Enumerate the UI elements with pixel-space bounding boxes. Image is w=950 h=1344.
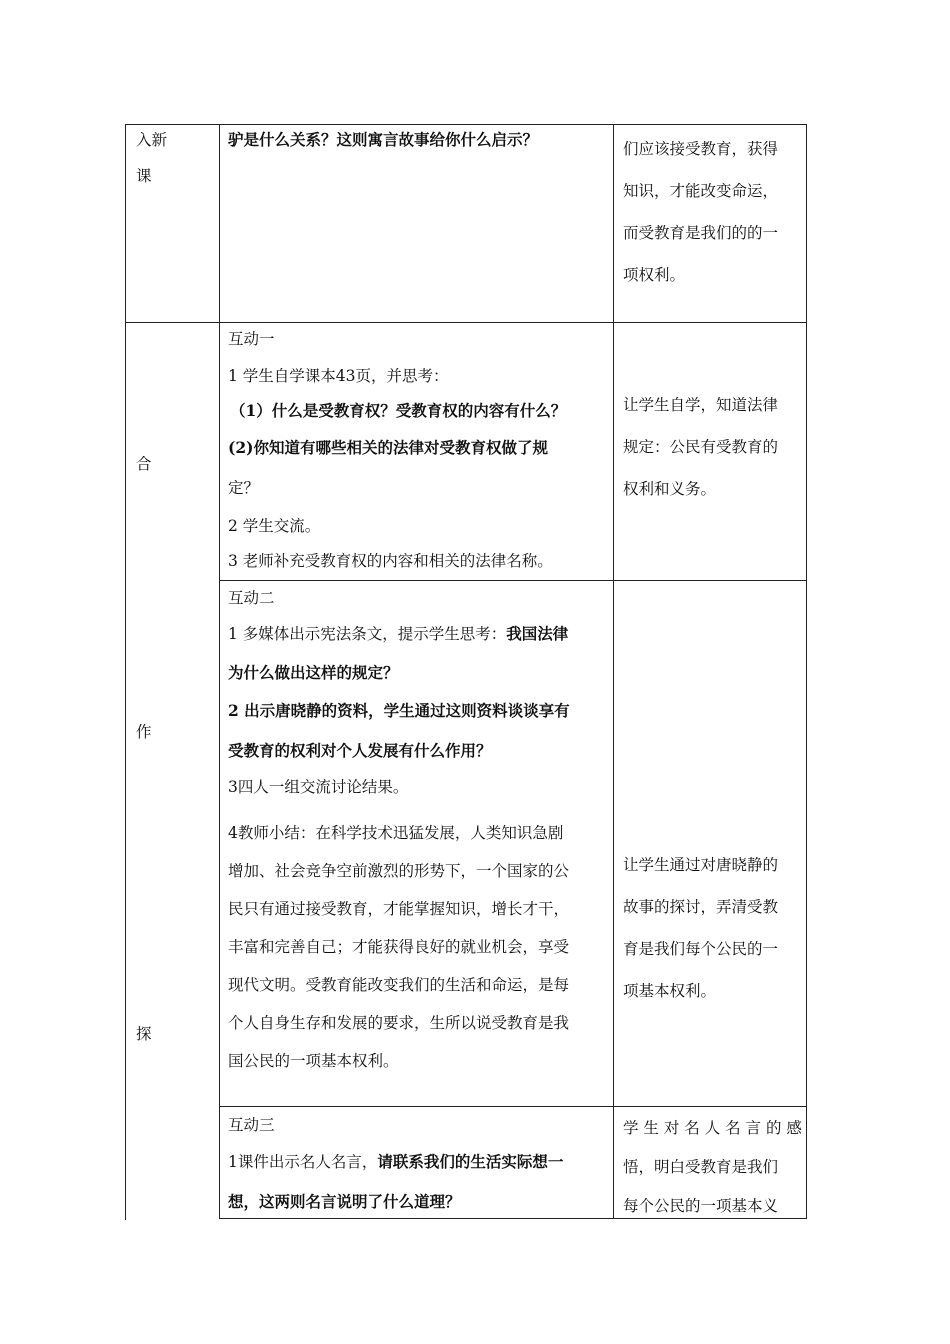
interaction3-note-line: 悟，明白受教育是我们 (623, 1158, 779, 1176)
intro-note-line: 而受教育是我们的的一 (623, 224, 779, 242)
interaction2-step4-line: 个人自身生存和发展的要求，生所以说受教育是我 (228, 1014, 570, 1032)
interaction1-q2-a: (2)你知道有哪些相关的法律对受教育权做了规 (228, 438, 548, 457)
label-zuo: 作 (136, 723, 152, 741)
table-border-top (125, 124, 806, 125)
table-rule-row1 (125, 322, 806, 323)
interaction1-q1: （1）什么是受教育权？受教育权的内容有什么？ (230, 401, 567, 420)
intro-note-line: 们应该接受教育，获得 (623, 140, 779, 158)
label-he: 合 (136, 455, 152, 473)
interaction2-step2-b: 受教育的权利对个人发展有什么作用？ (228, 741, 492, 760)
interaction3-step1-plain: 1课件出示名人名言， (228, 1153, 378, 1171)
interaction3-note-line: 每个公民的一项基本义 (623, 1197, 779, 1215)
interaction3-title: 互动三 (228, 1116, 275, 1134)
interaction2-note-line: 故事的探讨，弄清受教 (623, 898, 779, 916)
interaction3-step1-cont: 想，这两则名言说明了什么道理？ (228, 1192, 461, 1211)
interaction1-q2-b: 定？ (228, 479, 260, 497)
interaction1-step3: 3 老师补充受教育权的内容和相关的法律名称。 (228, 552, 553, 570)
label-intro-2: 课 (136, 167, 152, 185)
interaction2-step4 (228, 814, 569, 1080)
interaction3-note-line: 学 生 对 名 人 名 言 的 感 (623, 1119, 802, 1137)
interaction3-step1-bold: 请联系我们的生活实际想一 (377, 1152, 564, 1171)
interaction2-step4-line: 4教师小结：在科学技术迅猛发展，人类知识急剧 (228, 824, 564, 842)
table-border-right (806, 124, 807, 1219)
interaction2-step1-cont: 为什么做出这样的规定？ (228, 663, 399, 682)
table-rule-col2 (613, 124, 614, 1219)
intro-note-line: 项权利。 (623, 266, 686, 284)
interaction2-step2-a: 2 出示唐晓静的资料，学生通过这则资料谈谈享有 (228, 701, 570, 720)
interaction2-step4-line: 现代文明。受教育能改变我们的生活和命运，是每 (228, 976, 570, 994)
table-rule-row3 (219, 1106, 806, 1107)
interaction1-title: 互动一 (228, 330, 275, 348)
interaction1-note-line: 权利和义务。 (623, 480, 717, 498)
interaction1-note-line: 让学生自学，知道法律 (623, 396, 779, 414)
interaction2-note-line: 育是我们每个公民的一 (623, 940, 779, 958)
interaction2-step3: 3四人一组交流讨论结果。 (228, 778, 409, 796)
interaction2-step4-line: 国公民的一项基本权利。 (228, 1052, 399, 1070)
table-rule-row2 (219, 580, 806, 581)
interaction2-note-line: 项基本权利。 (623, 982, 717, 1000)
interaction1-step2: 2 学生交流。 (228, 517, 321, 535)
label-tan: 探 (136, 1025, 152, 1043)
interaction2-step4-line: 民只有通过接受教育，才能掌握知识，增长才干， (228, 900, 570, 918)
intro-note (623, 128, 778, 296)
table-rule-col1 (219, 124, 220, 1219)
intro-note-line: 知识，才能改变命运， (623, 182, 779, 200)
interaction1-step1: 1 学生自学课本43页，并思考： (228, 367, 449, 385)
interaction3-step1 (228, 1150, 563, 1172)
interaction2-step4-line: 丰富和完善自己；才能获得良好的就业机会，享受 (228, 938, 570, 956)
intro-question: 驴是什么关系？这则寓言故事给你什么启示？ (228, 130, 539, 149)
interaction3-note (623, 1109, 802, 1226)
interaction2-step1 (228, 622, 568, 644)
interaction2-note-line: 让学生通过对唐晓静的 (623, 856, 779, 874)
interaction2-step1-plain: 1 多媒体出示宪法条文，提示学生思考： (228, 625, 507, 643)
interaction1-note-line: 规定：公民有受教育的 (623, 438, 779, 456)
interaction2-note (623, 844, 778, 1012)
interaction2-step4-line: 增加、社会竞争空前激烈的形势下，一个国家的公 (228, 862, 570, 880)
interaction1-note (623, 384, 778, 510)
label-intro-1: 入新 (136, 131, 168, 149)
table-border-left (125, 124, 126, 1220)
interaction2-step1-bold: 我国法律 (506, 624, 569, 643)
interaction2-title: 互动二 (228, 589, 275, 607)
